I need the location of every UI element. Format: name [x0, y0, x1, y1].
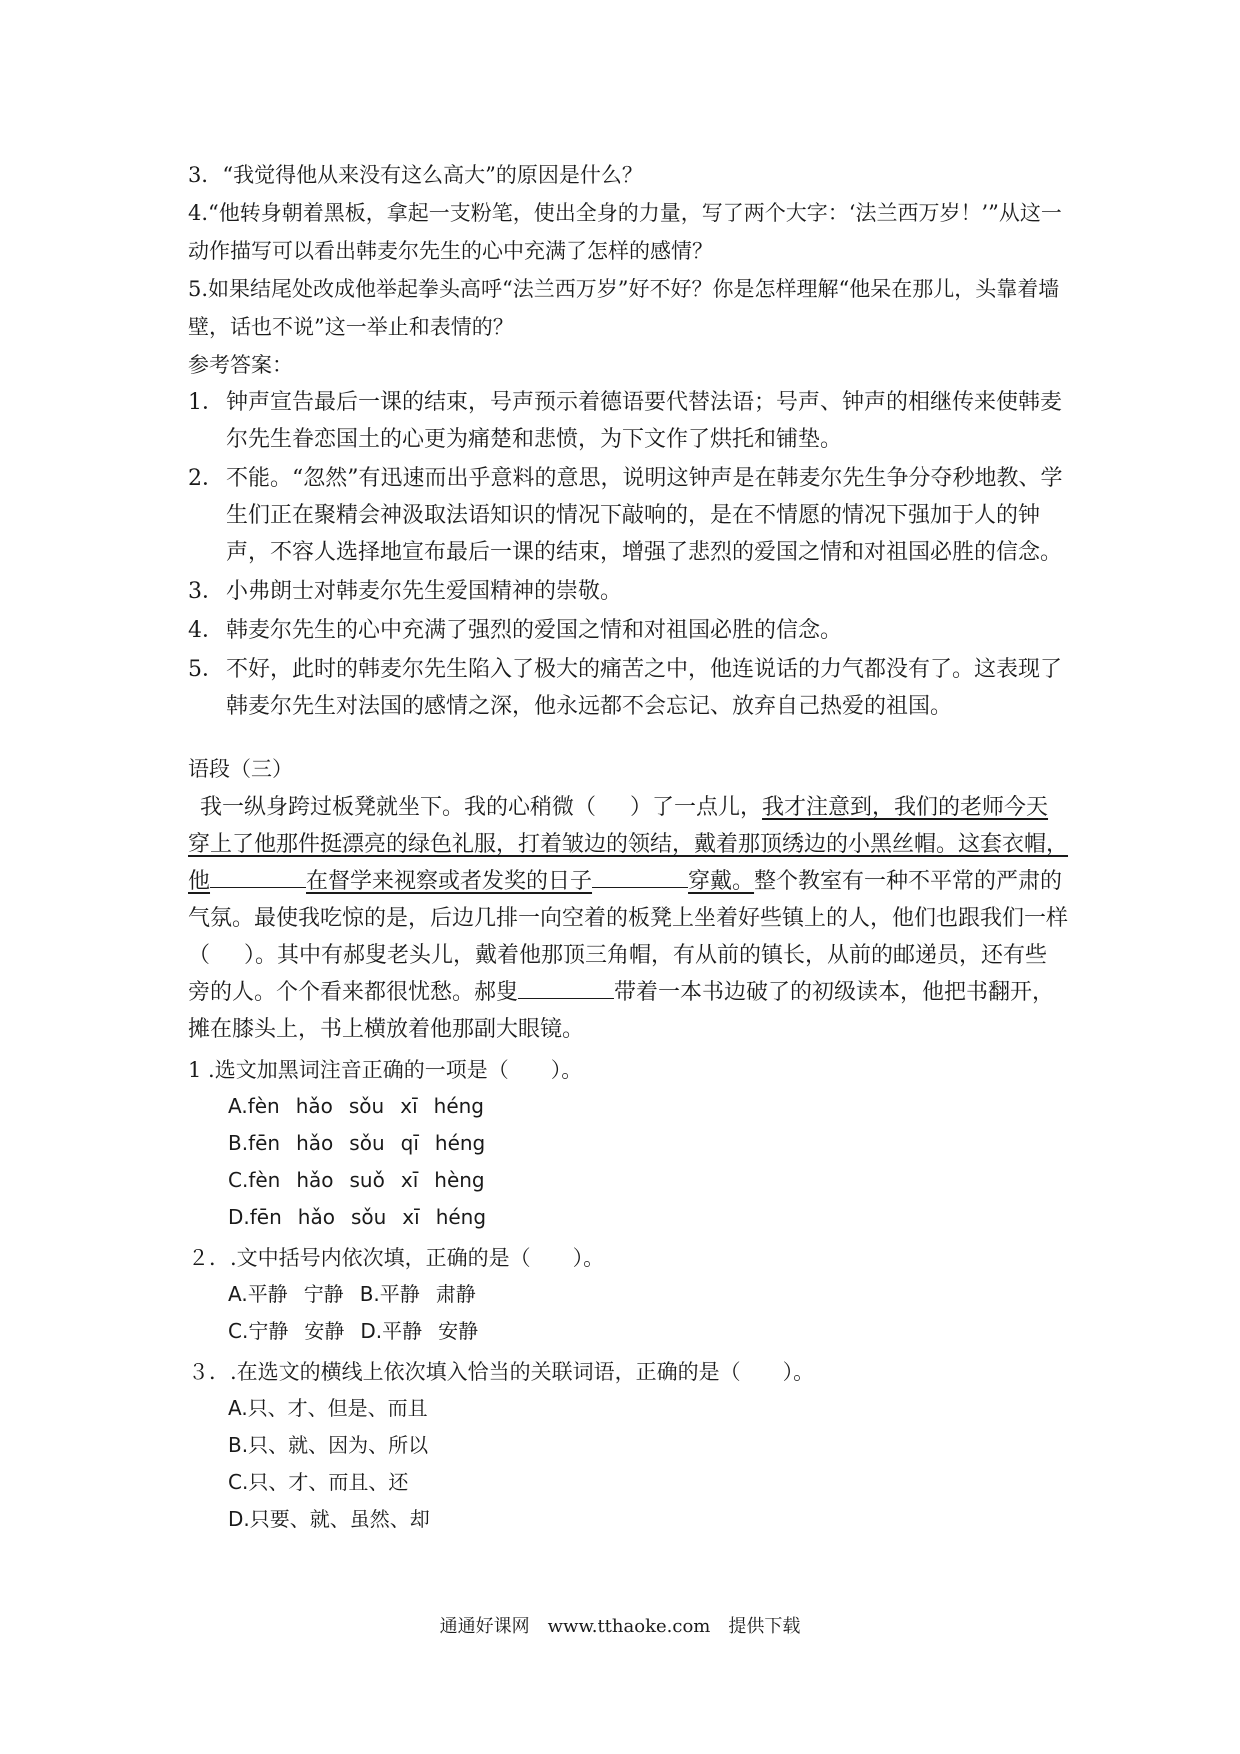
worksheet-page — [188, 156, 1068, 1538]
answer-item — [188, 651, 1068, 725]
answer-item — [188, 460, 1068, 571]
option-word: suǒ — [349, 1168, 385, 1192]
option-word: B.平静 — [359, 1282, 420, 1306]
passage-text: 我一纵身跨过板凳就坐下。我的心稍微（ — [200, 795, 597, 820]
mcq-option: D.只要、就、虽然、却 — [228, 1507, 430, 1531]
answer-text: 不好，此时的韩麦尔先生陷入了极大的痛苦之中，他连说话的力气都没有了。这表现了韩麦尔先生对法国的感情之深，他永远都不会忘记、放弃自己热爱的祖国。 — [226, 657, 1063, 719]
answer-number: 4． — [188, 618, 224, 643]
option-word: 安静 — [438, 1319, 479, 1343]
passage-text: 带着一本书边破了的初级读本，他把书翻开，摊在膝头上，书上横放着他那副大眼镜。 — [188, 980, 1055, 1042]
fill-blank — [210, 867, 306, 888]
answer-text: 小弗朗士对韩麦尔先生爱国精神的崇敬。 — [226, 579, 623, 604]
mcq-option — [228, 1088, 1068, 1125]
underlined-text: 在督学来视察或者发奖的日子 — [306, 869, 593, 894]
option-word: D.平静 — [360, 1319, 423, 1343]
option-word: 安静 — [304, 1319, 345, 1343]
passage-text: ）了一点儿， — [630, 795, 763, 820]
option-word: A.平静 — [228, 1282, 288, 1306]
option-word: 肃静 — [435, 1282, 476, 1306]
mcq-option — [228, 1162, 1068, 1199]
option-word: héng — [435, 1205, 487, 1229]
mcq-option: C.只、才、而且、还 — [228, 1470, 409, 1494]
page-footer: 通通好课网 www.tthaoke.com 提供下载 — [439, 1616, 801, 1637]
option-word: B.fēn — [228, 1131, 281, 1155]
mcq-stem: 1 .选文加黑词注音正确的一项是（ ）。 — [188, 1058, 583, 1082]
answer-item — [188, 573, 1068, 610]
answer-text: 不能。“忽然”有迅速而出乎意料的意思，说明这钟声是在韩麦尔先生争分夺秒地教、学生们正在聚精会神汲取法语知识的情况下敲响的，是在不情愿的情况下强加于人的钟声，不容人选择地宣布最后一课的结束，增强了悲烈的爱国之情和对祖国必胜的信念。 — [226, 466, 1063, 565]
section-title: 语段（三） — [188, 757, 293, 781]
option-word: sǒu — [348, 1094, 385, 1118]
option-word: héng — [434, 1131, 486, 1155]
mcq-option: A.只、才、但是、而且 — [228, 1396, 428, 1420]
passage-text: ）。其中有郝叟老头儿，戴着他那顶三角帽，有从前的镇长，从前的邮递员，还有些旁的人。个个看来都很忧愁。郝叟 — [188, 943, 1048, 1005]
fill-blank — [592, 867, 688, 888]
mcq-option — [228, 1125, 1068, 1162]
mcq-stem: ３．.在选文的横线上依次填入恰当的关联词语，正确的是（ ）。 — [188, 1360, 815, 1384]
option-word: hǎo — [296, 1168, 334, 1192]
answers-title: 参考答案： — [188, 353, 293, 377]
option-word: D.fēn — [228, 1205, 282, 1229]
underlined-text: 穿戴。 — [688, 869, 755, 894]
fill-blank — [518, 978, 614, 999]
mcq-stem: ２．.文中括号内依次填，正确的是（ ）。 — [188, 1246, 605, 1270]
option-word: xī — [402, 1205, 420, 1229]
option-word: A.fèn — [228, 1094, 280, 1118]
mcq-option: B.只、就、因为、所以 — [228, 1433, 429, 1457]
option-word: hèng — [434, 1168, 485, 1192]
answer-text: 钟声宣告最后一课的结束，号声预示着德语要代替法语；号声、钟声的相继传来使韩麦尔先生眷恋国土的心更为痛楚和悲愤，为下文作了烘托和铺垫。 — [226, 390, 1063, 452]
passage-text: 整个教室有一种不平常的严肃的气氛。最使我吃惊的是，后边几排一向空着的板凳上坐着好些镇上的人，他们也跟我们一样（ — [188, 869, 1069, 968]
option-word: sǒu — [350, 1205, 387, 1229]
answer-number: 1． — [188, 390, 224, 415]
option-word: hǎo — [295, 1094, 333, 1118]
mcq-option — [228, 1276, 1068, 1313]
answer-item — [188, 612, 1068, 649]
option-word: qī — [400, 1131, 419, 1155]
mcq-option — [228, 1199, 1068, 1236]
option-word: C.fèn — [228, 1168, 281, 1192]
answer-number: 5． — [188, 657, 224, 682]
option-word: xī — [400, 1094, 418, 1118]
question-5: 5.如果结尾处改成他举起拳头高呼“法兰西万岁”好不好？你是怎样理解“他呆在那儿，头靠着墙壁，话也不说”这一举止和表情的？ — [188, 277, 1060, 339]
option-word: héng — [433, 1094, 484, 1118]
option-word: hǎo — [296, 1131, 334, 1155]
reading-passage — [188, 789, 1068, 1048]
question-3: 3．“我觉得他从来没有这么高大”的原因是什么？ — [188, 163, 643, 187]
option-word: 宁静 — [303, 1282, 344, 1306]
question-4: 4.“他转身朝着黑板，拿起一支粉笔，使出全身的力量，写了两个大字：‘法兰西万岁！’”从这一动作描写可以看出韩麦尔先生的心中充满了怎样的感情？ — [188, 201, 1062, 263]
answer-number: 3． — [188, 579, 224, 604]
underlined-text: 我才注意到，我们的老师今天穿上了他那件挺漂亮的绿色礼服，打着皱边的领结，戴着那顶绣边的小黑丝帽。这套衣帽，他 — [188, 795, 1069, 894]
option-word: sǒu — [349, 1131, 385, 1155]
mcq-option — [228, 1313, 1068, 1350]
answer-number: 2． — [188, 466, 224, 491]
answer-item — [188, 384, 1068, 458]
option-word: hǎo — [297, 1205, 335, 1229]
option-word: C.宁静 — [228, 1319, 289, 1343]
option-word: xī — [400, 1168, 419, 1192]
answer-text: 韩麦尔先生的心中充满了强烈的爱国之情和对祖国必胜的信念。 — [226, 618, 843, 643]
